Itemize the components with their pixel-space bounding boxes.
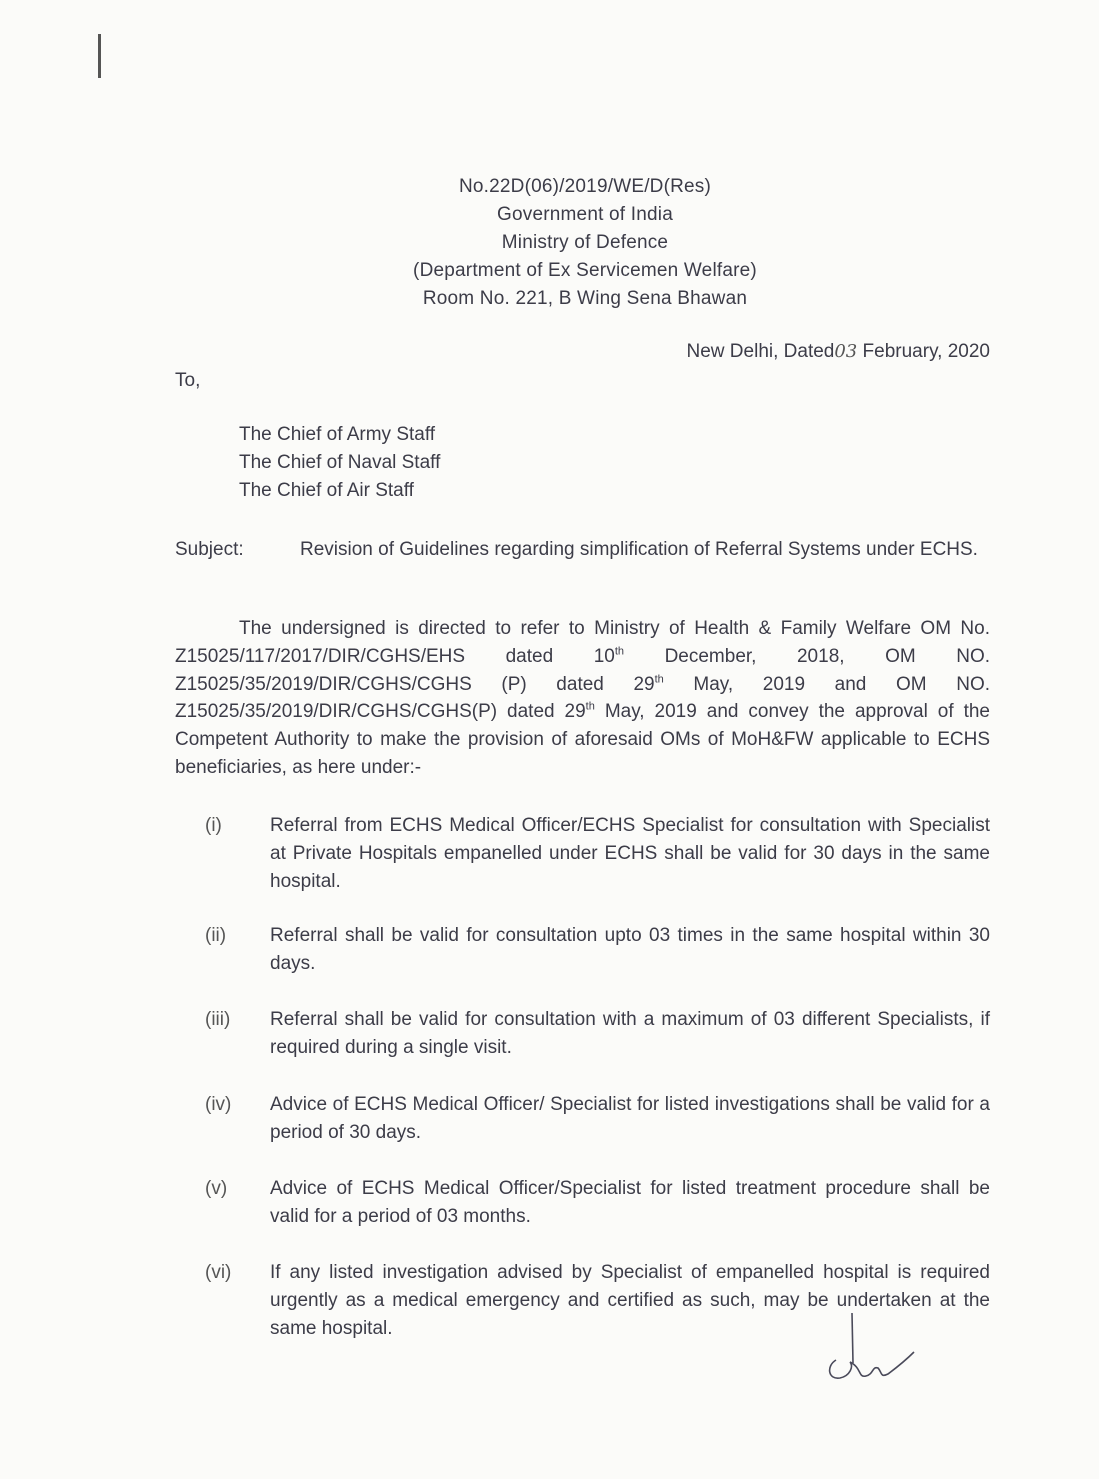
list-item	[175, 922, 990, 978]
list-item	[175, 812, 990, 896]
addressee-air-force: The Chief of Air Staff	[239, 480, 414, 501]
scan-edge-mark	[98, 34, 101, 78]
intro-sup-3: th	[585, 701, 595, 714]
list-item-number: (i)	[205, 815, 222, 836]
ministry-name: Ministry of Defence	[501, 232, 669, 253]
letterhead	[340, 173, 830, 313]
list-item-text: Referral from ECHS Medical Officer/ECHS Specialist for consultation with Specialist at Private Hospitals empanelled under ECHS shall be valid for 30 days in the same hospital.	[270, 815, 990, 892]
list-item-number: (iii)	[205, 1009, 231, 1030]
intro-sup-2: th	[654, 673, 664, 686]
signature-mark	[822, 1308, 922, 1388]
date-prefix: New Delhi, Dated	[686, 341, 835, 362]
list-item	[175, 1006, 990, 1062]
letter-date	[560, 341, 990, 363]
intro-sup-1: th	[614, 645, 625, 658]
subject-label: Subject:	[175, 539, 244, 560]
subject-text: Revision of Guidelines regarding simplification of Referral Systems under ECHS.	[300, 539, 978, 560]
subject-line	[175, 536, 990, 563]
intro-text-3: May, 2019 and OM NO. Z15025/35/2019/DIR/CGHS/CGHS(P) dated 29	[175, 673, 990, 723]
intro-paragraph	[175, 615, 990, 782]
list-item-text: Referral shall be valid for consultation upto 03 times in the same hospital within 30 days.	[270, 925, 990, 974]
department-name: (Department of Ex Servicemen Welfare)	[413, 260, 757, 281]
list-item-text: Advice of ECHS Medical Officer/Specialist for listed treatment procedure shall be valid for a period of 03 months.	[270, 1178, 990, 1227]
addressee-navy: The Chief of Naval Staff	[239, 452, 441, 473]
list-item-number: (ii)	[205, 925, 227, 946]
date-rest: February, 2020	[857, 341, 990, 362]
date-day-handwritten: 03	[834, 341, 858, 362]
reference-number: No.22D(06)/2019/WE/D(Res)	[458, 176, 712, 197]
addressee-list	[239, 421, 440, 505]
list-item-text: Referral shall be valid for consultation with a maximum of 03 different Specialists, if required during a single visit.	[270, 1009, 990, 1058]
list-item	[175, 1091, 990, 1147]
list-item-number: (iv)	[205, 1094, 232, 1115]
addressee-army: The Chief of Army Staff	[239, 424, 436, 445]
intro-text-1: The undersigned is directed to refer to Ministry of Health & Family Welfare OM No. Z15025/117/2017/DIR/CGHS/EHS dated 10	[175, 618, 990, 667]
intro-text-2: December, 2018, OM NO. Z15025/35/2019/DIR/CGHS/CGHS (P) dated 29	[175, 645, 991, 695]
list-item-number: (vi)	[205, 1262, 232, 1283]
intro-text-4: May, 2019 and convey the approval of the Competent Authority to make the provision of aforesaid OMs of MoH&FW applicable to ECHS beneficiaries, as here under:-	[175, 701, 991, 778]
office-address: Room No. 221, B Wing Sena Bhawan	[422, 288, 748, 309]
list-item	[175, 1175, 990, 1231]
list-item-text: If any listed investigation advised by Specialist of empanelled hospital is required urgently as a medical emergency and certified as such, may be undertaken at the same hospital.	[270, 1262, 990, 1339]
government-name: Government of India	[497, 204, 673, 225]
list-item-number: (v)	[205, 1178, 228, 1199]
to-label: To,	[175, 370, 201, 391]
list-item-text: Advice of ECHS Medical Officer/ Specialist for listed investigations shall be valid for a period of 30 days.	[270, 1094, 990, 1143]
